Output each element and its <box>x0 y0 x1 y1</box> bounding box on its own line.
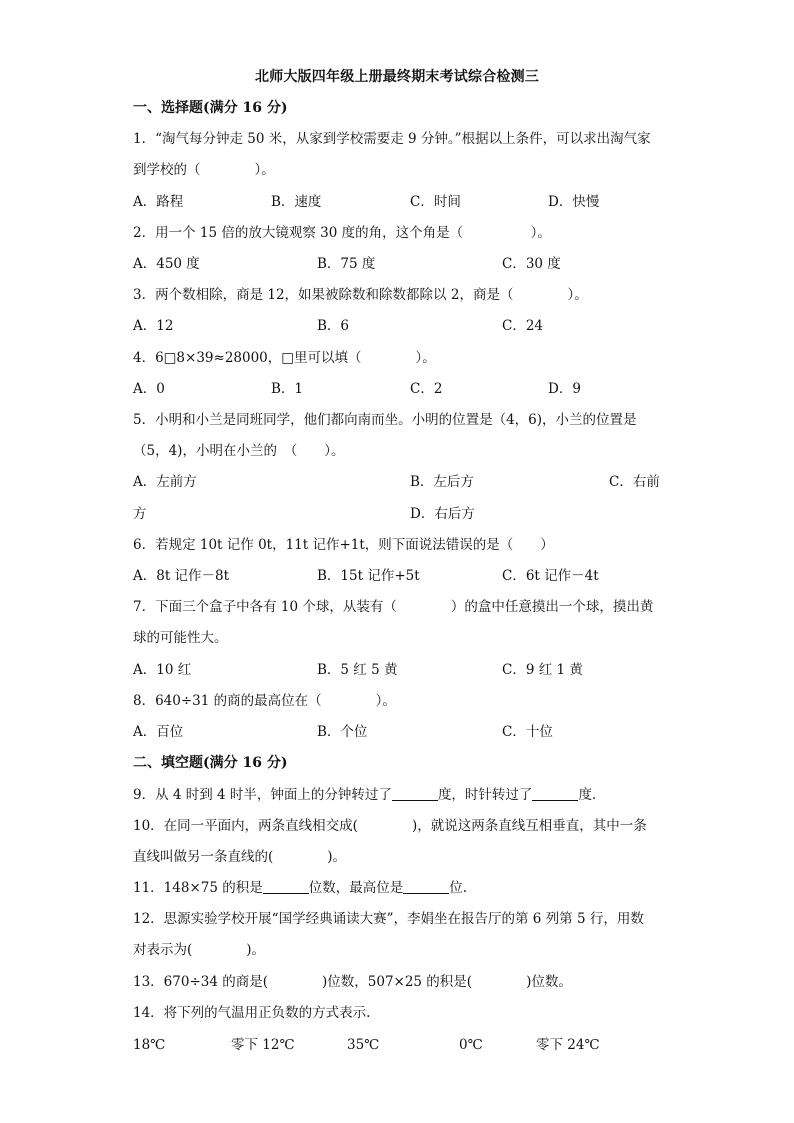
q3-option-b: B．6 <box>317 318 350 334</box>
q2-option-b: B．75 度 <box>317 256 376 272</box>
section-heading-choice: 一、选择题(满分 16 分) <box>133 100 288 116</box>
temperature-5: 零下 24℃ <box>536 1037 600 1053</box>
temperature-2: 零下 12℃ <box>231 1037 295 1053</box>
question-12-text-cont: 对表示为( )。 <box>133 942 266 958</box>
q11-part1: 11．148×75 的积是 <box>133 880 263 896</box>
q5-option-d: D．右后方 <box>410 506 475 522</box>
question-1-text-cont: 到学校的（ ）。 <box>133 162 275 178</box>
question-9-text <box>133 786 596 804</box>
q7-option-a: A．10 红 <box>133 662 192 678</box>
q9-part3: 度. <box>578 787 597 803</box>
question-7-text: 7．下面三个盒子中各有 10 个球，从装有（ ）的盒中任意摸出一个球，摸出黄 <box>133 599 654 615</box>
q11-part3: 位. <box>449 880 468 896</box>
q1-option-d: D．快慢 <box>548 194 600 210</box>
q8-option-b: B．个位 <box>317 724 368 740</box>
q4-option-a: A．0 <box>133 381 165 397</box>
q7-option-b: B．5 红 5 黄 <box>317 662 398 678</box>
question-10-text-cont: 直线叫做另一条直线的( )。 <box>133 849 347 865</box>
q4-option-c: C．2 <box>410 381 443 397</box>
temperature-3: 35℃ <box>347 1037 380 1053</box>
question-2-text: 2．用一个 15 倍的放大镜观察 30 度的角，这个角是（ ）。 <box>133 225 551 241</box>
q8-option-c: C．十位 <box>502 724 553 740</box>
question-5-text: 5．小明和小兰是同班同学，他们都向南而坐。小明的位置是（4，6)，小兰的位置是 <box>133 412 637 428</box>
q2-option-a: A．450 度 <box>133 256 200 272</box>
q7-option-c: C．9 红 1 黄 <box>502 662 583 678</box>
q11-part2: 位数，最高位是 <box>308 880 404 896</box>
q9-part1: 9．从 4 时到 4 时半，钟面上的分钟转过了 <box>133 787 392 803</box>
question-11-text <box>133 879 467 897</box>
question-10-text: 10．在同一平面内，两条直线相交成( )，就说这两条直线互相垂直，其中一条 <box>133 818 647 834</box>
question-13-text: 13．670÷34 的商是( )位数，507×25 的积是( )位数。 <box>133 974 572 990</box>
q11-blank-2[interactable] <box>403 880 449 894</box>
q9-blank-1[interactable] <box>392 787 438 801</box>
q11-blank-1[interactable] <box>263 880 309 894</box>
page-title: 北师大版四年级上册最终期末考试综合检测三 <box>255 69 539 85</box>
q9-blank-2[interactable] <box>532 787 578 801</box>
question-5-text-cont: （5，4)，小明在小兰的 （ ）。 <box>133 443 345 459</box>
q6-option-c: C．6t 记作－4t <box>502 568 599 584</box>
q5-option-a: A．左前方 <box>133 474 197 490</box>
q5-option-c-cont: 方 <box>133 506 147 522</box>
temperature-1: 18℃ <box>133 1037 166 1053</box>
section-heading-fill: 二、填空题(满分 16 分) <box>133 755 288 771</box>
q6-option-a: A．8t 记作－8t <box>133 568 230 584</box>
question-7-text-cont: 球的可能性大。 <box>133 630 228 646</box>
q1-option-b: B．速度 <box>271 194 322 210</box>
question-1-text: 1．“淘气每分钟走 50 米，从家到学校需要走 9 分钟。”根据以上条件，可以求出淘气家 <box>133 131 651 147</box>
q4-option-d: D．9 <box>548 381 581 397</box>
q3-option-c: C．24 <box>502 318 544 334</box>
q5-option-c: C．右前 <box>609 474 660 490</box>
q3-option-a: A．12 <box>133 318 174 334</box>
question-6-text: 6．若规定 10t 记作 0t，11t 记作+1t，则下面说法错误的是（ ） <box>133 537 554 553</box>
question-14-text: 14．将下列的气温用正负数的方式表示. <box>133 1005 371 1021</box>
q8-option-a: A．百位 <box>133 724 184 740</box>
q9-part2: 度，时针转过了 <box>437 787 533 803</box>
q1-option-a: A．路程 <box>133 194 184 210</box>
q1-option-c: C．时间 <box>410 194 461 210</box>
question-3-text: 3．两个数相除，商是 12，如果被除数和除数都除以 2，商是（ ）。 <box>133 287 588 303</box>
question-12-text: 12．思源实验学校开展“国学经典诵读大赛”，李娟坐在报告厅的第 6 列第 5 行，用数 <box>133 911 644 927</box>
question-4-text: 4．6□8×39≈28000，□里可以填（ ）。 <box>133 350 436 366</box>
q4-option-b: B．1 <box>271 381 304 397</box>
q2-option-c: C．30 度 <box>502 256 561 272</box>
temperature-4: 0℃ <box>459 1037 483 1053</box>
question-8-text: 8．640÷31 的商的最高位在（ ）。 <box>133 693 396 709</box>
q5-option-b: B．左后方 <box>410 474 474 490</box>
q6-option-b: B．15t 记作+5t <box>317 568 420 584</box>
